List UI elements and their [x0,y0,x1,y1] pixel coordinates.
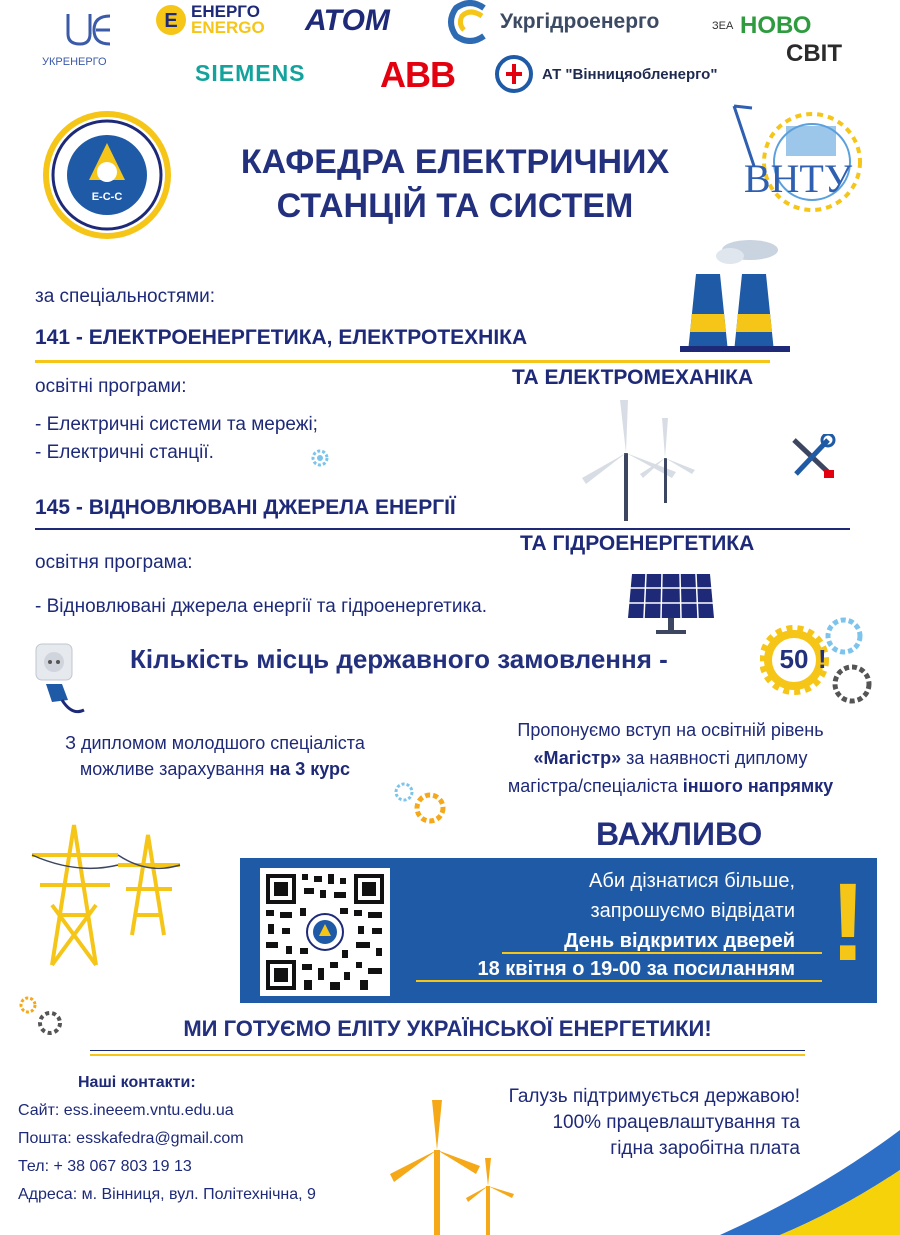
support-line-1: Галузь підтримується державою! [508,1086,800,1107]
contact-address: Адреса: м. Вінниця, вул. Політехнічна, 9 [18,1186,316,1203]
wind-turbine-icon [580,398,700,523]
contacts-title: Наші контакти: [78,1074,196,1091]
specialty-141-title: 141 - ЕЛЕКТРОЕНЕРГЕТИКА, ЕЛЕКТРОТЕХНІКА [35,326,528,349]
gear-pair-small-icon [18,995,68,1040]
state-places-count: 50 [779,644,809,674]
support-line-2: 100% працевлаштування та [552,1112,800,1133]
novo-label: НОВО [740,12,812,39]
support-line-3: гідна заробітна плата [610,1138,800,1159]
specialty-145-underline [35,528,850,530]
junior-line-1: З дипломом молодшого спеціаліста [65,733,365,753]
state-places-line [130,644,668,675]
energoatom-top: ЕНЕРГО [191,2,260,21]
vinnytsia-logo-icon [494,54,534,94]
slogan-underline-2 [90,1054,805,1056]
vntu-logo-icon [724,96,869,226]
master-line-3-prefix: магістра/спеціаліста [507,776,683,796]
specialty-141-title-cont: ТА ЕЛЕКТРОМЕХАНІКА [512,366,754,389]
master-line-2 [468,744,873,772]
svit-label: СВІТ [786,40,842,67]
contact-email[interactable]: Пошта: esskafedra@gmail.com [18,1130,244,1147]
contact-phone[interactable]: Тел: + 38 067 803 19 13 [18,1158,192,1175]
gear-pair-icon [392,780,452,830]
junior-line-2 [30,756,400,782]
state-places-mark: ! [818,644,827,674]
abb-logo: ABB [380,54,455,95]
master-line-2-bold: «Магістр» [533,748,622,768]
siemens-logo: SIEMENS [195,60,306,86]
qr-code[interactable] [260,868,390,996]
junior-line-2-bold: на 3 курс [269,759,351,779]
master-line-3-bold: іншого напрямку [682,776,834,796]
energoatom-atom: АТОМ [305,4,390,37]
programs-label: освітні програми: [35,376,187,397]
open-day-banner [240,858,877,1003]
specialties-intro: за спеціальностями: [35,286,216,307]
energoatom-logo [155,2,420,40]
emblem-label: Е-С-С [91,191,123,203]
svg-text:E: E [164,10,178,32]
master-line-3 [468,772,873,800]
page-title [190,140,720,228]
novo-svit-prefix: ЗЕА [712,20,734,32]
socket-plug-icon [32,640,92,720]
page-title-line1: КАФЕДРА ЕЛЕКТРИЧНИХ [240,143,670,181]
energoatom-mid: ENERGO [191,18,265,37]
program-item-3: - Відновлювані джерела енергії та гідроенергетика. [35,596,488,617]
solar-panel-icon [626,570,716,636]
exclamation-mark-icon: ! [829,861,867,984]
energoatom-icon [155,4,187,36]
open-day-line-1: Аби дізнатися більше, [589,870,795,892]
specialty-141-underline [35,360,770,363]
program-label: освітня програма: [35,552,193,573]
page-title-line2: СТАНЦІЙ ТА СИСТЕМ [276,187,634,225]
specialty-145-title-cont: ТА ГІДРОЕНЕРГЕТИКА [520,532,755,555]
open-day-line-4[interactable]: 18 квітня о 19-00 за посиланням [477,958,795,980]
program-item-1: - Електричні системи та мережі; [35,414,318,435]
gear-icon [310,448,330,468]
partner-logos [0,0,900,100]
open-day-underline-2 [416,980,822,982]
open-day-line-2: запрошуємо відвідати [590,900,795,922]
vinnytsia-label: АТ "Вінницяобленерго" [542,66,718,83]
junior-line-2-prefix: можливе зарахування [79,759,270,779]
specialty-145-title: 145 - ВІДНОВЛЮВАНІ ДЖЕРЕЛА ЕНЕРГІЇ [35,496,456,519]
program-item-2: - Електричні станції. [35,442,214,463]
department-emblem-icon [40,108,175,243]
power-tower-icon [22,805,192,970]
ukraine-flag-ribbon-icon [700,1110,900,1235]
contact-site[interactable]: Сайт: ess.ineeem.vntu.edu.ua [18,1102,234,1119]
junior-diploma-note [30,730,400,782]
ukrhydro-logo-icon [446,0,492,44]
power-plant-icon [680,236,790,356]
open-day-line-3: День відкритих дверей [564,930,795,952]
slogan-underline-1 [90,1050,805,1051]
state-places-text: Кількість місць державного замовлення - [130,644,668,674]
vntu-label: ВНТУ [743,156,853,201]
tools-icon [788,434,836,480]
ukrhydro-label: Укргідроенерго [500,10,660,33]
ukrenergo-logo-icon [60,10,120,50]
important-title: ВАЖЛИВО [596,816,763,852]
slogan: МИ ГОТУЄМО ЕЛІТУ УКРАЇНСЬКОЇ ЕНЕРГЕТИКИ! [183,1016,712,1041]
master-offer-note [468,716,873,800]
qr-code-icon [260,868,390,996]
ukrenergo-label: УКРЕНЕРГО [42,56,107,68]
master-line-2-rest: за наявності диплому [621,748,808,768]
open-day-underline-1 [502,952,822,954]
master-line-1: Пропонуємо вступ на освітній рівень [517,720,824,740]
